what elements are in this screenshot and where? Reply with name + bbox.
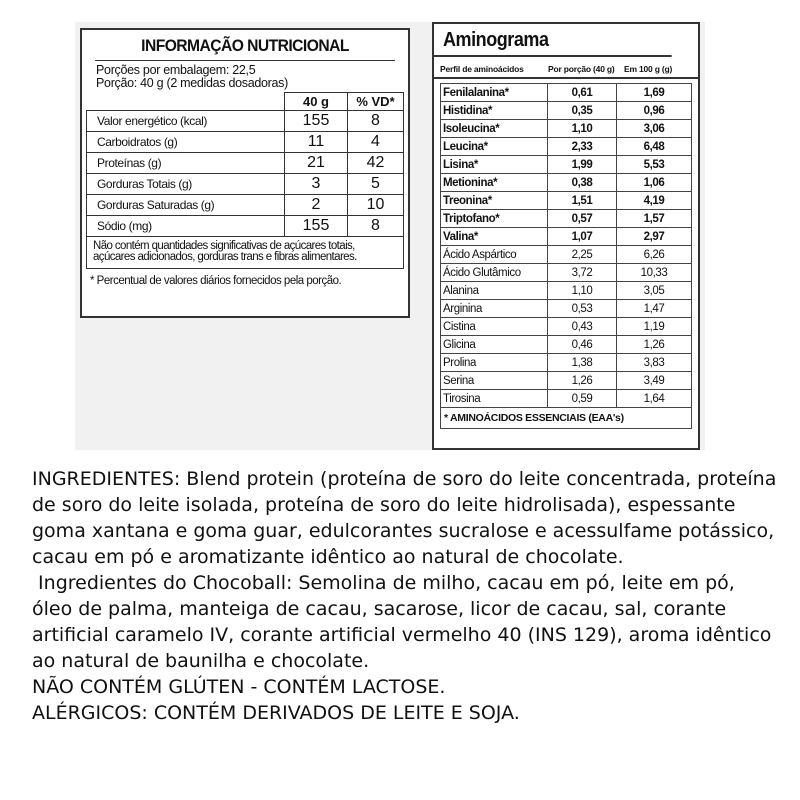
amino-per-serving: 1,99 <box>548 156 617 174</box>
amino-per-serving: 0,46 <box>548 336 617 354</box>
nutrient-label: Gorduras Saturadas (g) <box>87 195 285 216</box>
profile-column-header: Perfil de aminoácidos <box>440 64 524 74</box>
amino-name: Serina <box>441 372 548 390</box>
nutrition-footnote: * Percentual de valores diários fornecidos pela porção. <box>90 275 342 287</box>
amino-name: Metionina* <box>441 174 548 192</box>
amino-per-serving: 1,10 <box>548 282 617 300</box>
nutrient-label: Carboidratos (g) <box>87 132 285 153</box>
amino-per-100g: 0,96 <box>617 102 692 120</box>
amino-per-100g: 1,06 <box>617 174 692 192</box>
nutrition-table <box>86 92 404 237</box>
aminogram-title: Aminograma <box>434 24 672 57</box>
amino-name: Cistina <box>441 318 548 336</box>
amino-per-100g: 1,57 <box>617 210 692 228</box>
amino-row <box>441 354 692 372</box>
amino-name: Ácido Glutâmico <box>441 264 548 282</box>
amino-row <box>441 174 692 192</box>
nutrient-amount: 2 <box>285 195 348 216</box>
nutrition-row <box>87 132 404 153</box>
nutrient-amount: 21 <box>285 153 348 174</box>
amino-name: Prolina <box>441 354 548 372</box>
amino-per-100g: 5,53 <box>617 156 692 174</box>
amino-per-serving: 1,07 <box>548 228 617 246</box>
aminogram-table <box>440 83 692 408</box>
amino-name: Triptofano* <box>441 210 548 228</box>
amino-per-100g: 1,64 <box>617 390 692 408</box>
amino-per-serving: 1,10 <box>548 120 617 138</box>
amino-row <box>441 102 692 120</box>
gluten-lactose-statement: NÃO CONTÉM GLÚTEN - CONTÉM LACTOSE. <box>32 676 446 698</box>
nutrient-dv: 42 <box>348 153 404 174</box>
nutrient-dv: 4 <box>348 132 404 153</box>
amino-name: Ácido Aspártico <box>441 246 548 264</box>
amino-per-serving: 0,43 <box>548 318 617 336</box>
amino-per-100g: 10,33 <box>617 264 692 282</box>
nutrient-amount: 155 <box>285 216 348 237</box>
nutrition-note-line: açúcares adicionados, gorduras trans e fibras alimentares. <box>93 251 357 263</box>
aminogram-header-row <box>434 57 698 79</box>
amino-per-serving: 3,72 <box>548 264 617 282</box>
amino-row <box>441 192 692 210</box>
servings-info <box>82 61 408 92</box>
amino-name: Fenilalanina* <box>441 84 548 102</box>
amino-per-100g: 1,26 <box>617 336 692 354</box>
amino-name: Treonina* <box>441 192 548 210</box>
amino-per-serving: 0,61 <box>548 84 617 102</box>
amino-per-serving: 2,33 <box>548 138 617 156</box>
nutrition-row <box>87 174 404 195</box>
amino-per-serving: 0,59 <box>548 390 617 408</box>
dv-column-header: % VD* <box>348 93 404 111</box>
amino-per-serving: 0,57 <box>548 210 617 228</box>
per100-column-header: Em 100 g (g) <box>624 64 673 74</box>
amino-row <box>441 390 692 408</box>
servings-per-package: Porções por embalagem: 22,5 <box>96 63 256 77</box>
nutrition-row <box>87 153 404 174</box>
amino-per-serving: 1,26 <box>548 372 617 390</box>
amino-per-serving: 1,38 <box>548 354 617 372</box>
amino-name: Histidina* <box>441 102 548 120</box>
amino-row <box>441 282 692 300</box>
nutrition-facts-panel <box>80 28 410 318</box>
nutrient-label: Gorduras Totais (g) <box>87 174 285 195</box>
nutrition-row <box>87 195 404 216</box>
amino-name: Valina* <box>441 228 548 246</box>
nutrient-label: Valor energético (kcal) <box>87 111 285 132</box>
amino-row <box>441 300 692 318</box>
nutrient-label: Sódio (mg) <box>87 216 285 237</box>
amino-per-serving: 1,51 <box>548 192 617 210</box>
amino-per-100g: 3,06 <box>617 120 692 138</box>
nutrient-dv: 5 <box>348 174 404 195</box>
amino-per-100g: 6,48 <box>617 138 692 156</box>
nutrient-column-header <box>87 93 285 111</box>
amino-row <box>441 246 692 264</box>
amino-per-serving: 0,35 <box>548 102 617 120</box>
allergens-statement: ALÉRGICOS: CONTÉM DERIVADOS DE LEITE E SOJA. <box>32 702 520 724</box>
amino-name: Alanina <box>441 282 548 300</box>
amino-per-100g: 3,83 <box>617 354 692 372</box>
aminogram-footnote: * AMINOÁCIDOS ESSENCIAIS (EAA's) <box>440 408 692 429</box>
amino-row <box>441 372 692 390</box>
amino-row <box>441 210 692 228</box>
amino-per-100g: 1,19 <box>617 318 692 336</box>
amino-name: Arginina <box>441 300 548 318</box>
nutrition-note-line: Não contém quantidades significativas de açúcares totais, <box>93 240 355 252</box>
nutrition-title: INFORMAÇÃO NUTRICIONAL <box>95 30 395 61</box>
nutrient-dv: 8 <box>348 216 404 237</box>
amino-row <box>441 156 692 174</box>
amino-per-serving: 0,38 <box>548 174 617 192</box>
nutrient-dv: 8 <box>348 111 404 132</box>
amino-per-100g: 3,05 <box>617 282 692 300</box>
amino-row <box>441 120 692 138</box>
nutrient-amount: 11 <box>285 132 348 153</box>
amino-per-100g: 3,49 <box>617 372 692 390</box>
ingredients-paragraph: INGREDIENTES: Blend protein (proteína de soro do leite concentrada, proteína de soro do leite isolada, proteína de soro do leite hidrolisada), espessante goma xantana e goma guar, edulcorantes sucralose e acessulfame potássico, cacau em pó e aromatizante idêntico ao natural de chocolate. <box>32 468 777 568</box>
amino-row <box>441 264 692 282</box>
amino-row <box>441 336 692 354</box>
nutrient-dv: 10 <box>348 195 404 216</box>
nutrition-row <box>87 111 404 132</box>
amino-row <box>441 228 692 246</box>
nutrient-amount: 155 <box>285 111 348 132</box>
amino-per-100g: 4,19 <box>617 192 692 210</box>
amino-row <box>441 138 692 156</box>
amino-per-serving: 2,25 <box>548 246 617 264</box>
nutrient-amount: 3 <box>285 174 348 195</box>
chocoball-ingredients-paragraph: Ingredientes do Chocoball: Semolina de milho, cacau em pó, leite em pó, óleo de palma, manteiga de cacau, sacarose, licor de cacau, sal, corante artificial caramelo IV, corante artificial vermelho 40 (INS 129), aroma idêntico ao natural de baunilha e chocolate. <box>32 572 778 672</box>
amino-per-100g: 1,47 <box>617 300 692 318</box>
nutrition-row <box>87 216 404 237</box>
amino-row <box>441 84 692 102</box>
amino-name: Tirosina <box>441 390 548 408</box>
serving-column-header: Por porção (40 g) <box>548 64 615 74</box>
amino-per-100g: 6,26 <box>617 246 692 264</box>
amino-name: Lisina* <box>441 156 548 174</box>
ingredients-text <box>32 466 777 726</box>
aminogram-panel <box>432 22 700 450</box>
amino-per-100g: 1,69 <box>617 84 692 102</box>
amino-name: Glicina <box>441 336 548 354</box>
amino-row <box>441 318 692 336</box>
amino-per-serving: 0,53 <box>548 300 617 318</box>
nutrient-label: Proteínas (g) <box>87 153 285 174</box>
amino-per-100g: 2,97 <box>617 228 692 246</box>
amino-name: Leucina* <box>441 138 548 156</box>
serving-size: Porção: 40 g (2 medidas dosadoras) <box>96 76 288 90</box>
amount-column-header: 40 g <box>285 93 348 111</box>
nutrition-note <box>86 237 404 269</box>
amino-name: Isoleucina* <box>441 120 548 138</box>
